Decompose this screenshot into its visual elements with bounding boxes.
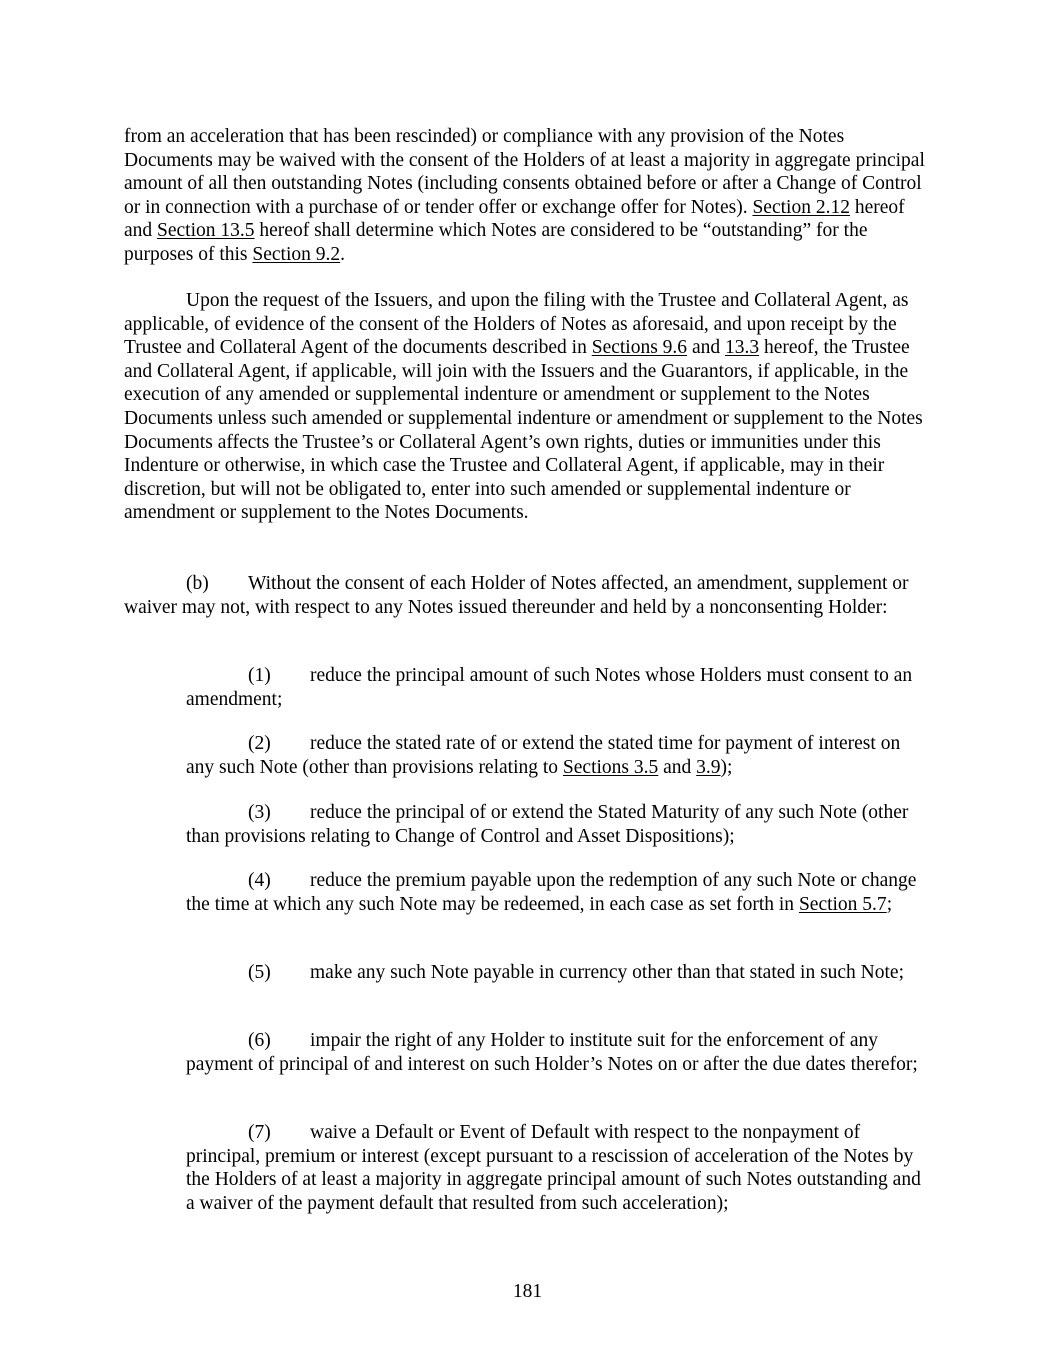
- item-label: (7): [248, 1122, 271, 1143]
- sections-3-5-reference: Sections 3.5: [562, 756, 659, 778]
- request-paragraph: Upon the request of the Issuers, and upon the filing with the Trustee and Collateral Agent, as applicable, of evidence of the consent of the Holders of Notes as aforesaid, and upon receipt by the Trustee and Collateral Agent of the documents described in Sections 9.6 and 13.3 hereof, the Trustee and Collateral Agent, if applicable, will join with the Issuers and the Guarantors, if applicable, in the execution of any amended or supplemental indenture or amendment or supplement to the Notes Documents unless such amended or supplemental indenture or amendment or supplement to the Notes Documents affects the Trustee’s or Collateral Agent’s own rights, duties or immunities under this Indenture or otherwise, in which case the Trustee and Collateral Agent, if applicable, may in their discretion, but will not be obligated to, enter into such amended or supplemental indenture or amendment or supplement to the Notes Documents.: [124, 290, 923, 524]
- list-item-6: (6) impair the right of any Holder to institute suit for the enforcement of any payment of principal of and interest on such Holder’s Notes on or after the due dates therefor;: [186, 1030, 918, 1075]
- section-13-5-reference: Section 13.5: [157, 220, 255, 242]
- sections-9-6-reference: Sections 9.6: [591, 337, 688, 359]
- item-label: (2): [248, 733, 271, 754]
- list-item-5: (5) make any such Note payable in currency other than that stated in such Note;: [248, 962, 905, 983]
- list-item-4: (4) reduce the premium payable upon the redemption of any such Note or change the time at which any such Note may be redeemed, in each case as set forth in Section 5.7;: [186, 870, 917, 915]
- item-label: (5): [248, 962, 271, 983]
- clause-b-paragraph: (b) Without the consent of each Holder of Notes affected, an amendment, supplement or waiver may not, with respect to any Notes issued thereunder and held by a nonconsenting Holder:: [124, 573, 909, 618]
- item-label: (1): [248, 665, 271, 686]
- page-number: 181: [512, 1281, 543, 1302]
- list-item-1: (1) reduce the principal amount of such Notes whose Holders must consent to an amendment;: [186, 665, 913, 710]
- section-5-7-reference: Section 5.7: [798, 893, 887, 915]
- section-3-9-reference: 3.9: [696, 756, 721, 778]
- list-item-2: (2) reduce the stated rate of or extend the stated time for payment of interest on any such Note (other than provisions relating to Sections 3.5 and 3.9);: [186, 733, 901, 778]
- continuation-paragraph: from an acceleration that has been rescinded) or compliance with any provision of the Notes Documents may be waived with the consent of the Holders of at least a majority in aggregate principal amount of all then outstanding Notes (including consents obtained before or after a Change of Control or in connection with a purchase of or tender offer or exchange offer for Notes). Section 2.12 hereof and Section 13.5 hereof shall determine which Notes are considered to be “outstanding” for the purposes of this Section 9.2.: [124, 126, 925, 265]
- item-label: (4): [248, 870, 271, 891]
- item-label: (3): [248, 802, 271, 823]
- section-2-12-reference: Section 2.12: [752, 196, 850, 218]
- list-item-7: (7) waive a Default or Event of Default with respect to the nonpayment of principal, premium or interest (except pursuant to a rescission of acceleration of the Notes by the Holders of at least a majority in aggregate principal amount of such Notes outstanding and a waiver of the payment default that resulted from such acceleration);: [186, 1122, 921, 1214]
- section-13-3-reference: 13.3: [724, 337, 760, 359]
- list-item-3: (3) reduce the principal of or extend the Stated Maturity of any such Note (other than provisions relating to Change of Control and Asset Dispositions);: [186, 802, 909, 847]
- clause-label: (b): [186, 573, 209, 594]
- section-9-2-reference: Section 9.2: [252, 243, 341, 265]
- item-label: (6): [248, 1030, 271, 1051]
